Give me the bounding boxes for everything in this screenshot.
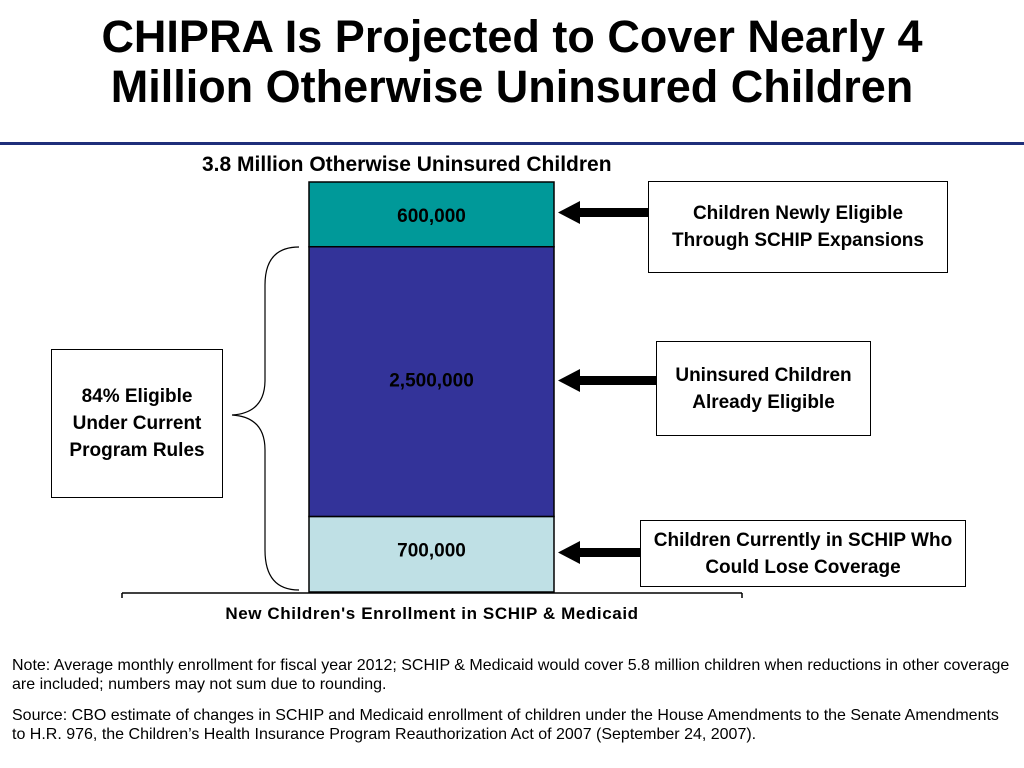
bracket-brace [232, 247, 299, 590]
callout-lose-coverage: Children Currently in SCHIP Who Could Lose Coverage [640, 520, 966, 587]
source-note: Source: CBO estimate of changes in SCHIP and Medicaid enrollment of children under the House Amendments to the Senate Amendments to H.R. 976, the Children’s Health Insurance Program Reauthorization Act of 2007 (September 24, 2007). [12, 707, 999, 743]
bar-segment-label-3: 600,000 [397, 206, 466, 227]
bar-segment-label-1: 700,000 [397, 540, 466, 562]
callout-bracket-label: 84% Eligible Under Current Program Rules [51, 349, 223, 498]
arrow-newly-eligible [558, 201, 648, 224]
chart-title: 3.8 Million Otherwise Uninsured Children [202, 153, 612, 176]
callout-already-eligible: Uninsured Children Already Eligible [656, 341, 871, 436]
footnote: Note: Average monthly enrollment for fiscal year 2012; SCHIP & Medicaid would cover 5.8 million children when reductions in other coverage are included; numbers may not sum due to rounding. [12, 657, 1010, 693]
slide-title-line-2: Million Otherwise Uninsured Children [110, 61, 914, 112]
bar-segment-label-2: 2,500,000 [389, 370, 474, 392]
bar-segments [309, 182, 554, 592]
x-axis-label: New Children's Enrollment in SCHIP & Medicaid [225, 604, 639, 623]
arrow-lose-coverage [558, 541, 640, 564]
callout-newly-eligible: Children Newly Eligible Through SCHIP Expansions [648, 181, 948, 273]
slide-title-line-1: CHIPRA Is Projected to Cover Nearly 4 [101, 11, 923, 62]
arrow-already-eligible [558, 369, 656, 392]
